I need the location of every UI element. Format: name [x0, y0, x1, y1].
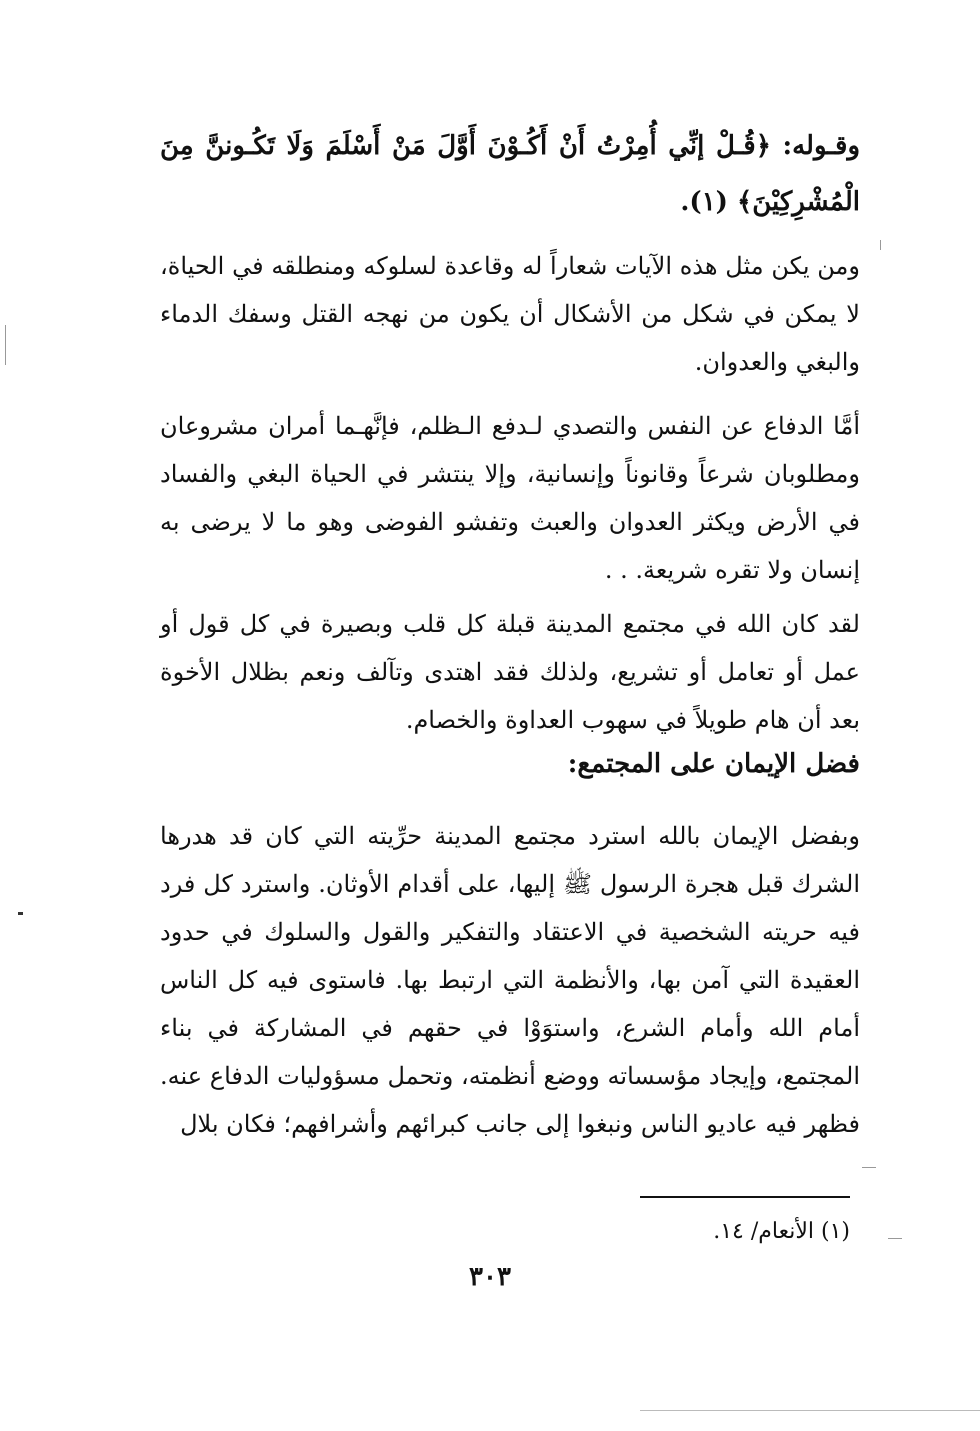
- paragraph-medina-society: لقد كان الله في مجتمع المدينة قبلة كل قلب وبصيرة في كل قول أو عمل أو تعامل أو تشريع، ولذلك فقد اهتدى وتآلف ونعم بظلال الأخوة بعد أن هام طويلاً في سهوب العداوة والخصام.: [160, 610, 860, 734]
- paragraph-conduct: ومن يكن مثل هذه الآيات شعاراً له وقاعدة لسلوكه ومنطلقه في الحياة، لا يمكن في شكل من الأشكال أن يكون من نهجه القتل وسفك الدماء والبغي والعدوان.: [160, 252, 860, 376]
- scan-artifact: [888, 1238, 902, 1239]
- paragraph-self-defense: أمَّا الدفاع عن النفس والتصدي لـدفع الـظلم، فإنَّهـما أمران مشروعان ومطلوبان شرعاً وقانوناً وإنسانية، وإلا ينتشر في الحياة البغي والفساد في الأرض ويكثر العدوان والعبث وتفشو الفوضى وهو ما لا يرضى به إنسان ولا تقره شريعة. . .: [160, 412, 860, 584]
- footnote: (١) الأنعام/ ١٤.: [713, 1219, 850, 1244]
- scan-artifact: [5, 325, 6, 365]
- scan-artifact: [880, 240, 881, 250]
- footnote-separator: [640, 1196, 850, 1198]
- paragraph-faith-virtue: وبفضل الإيمان بالله استرد مجتمع المدينة حرِّيته التي كان قد هدرها الشرك قبل هجرة الرسول ﷺ إليها، على أقدام الأوثان. واسترد كل فرد فيه حريته الشخصية في الاعتقاد والتفكير والقول والسلوك في حدود العقيدة التي آمن بها، والأنظمة التي ارتبط بها. فاستوى فيه كل الناس أمام الله وأمام الشرع، واستوَوْا في حقهم في المشاركة في بناء المجتمع، وإيجاد مؤسساته ووضع أنظمته، وتحمل مسؤوليات الدفاع عنه. فظهر فيه عاديو الناس ونبغوا إلى جانب كبرائهم وأشرافهم؛ فكان بلال: [160, 822, 860, 1138]
- scan-artifact: [18, 912, 23, 915]
- page-number: ٣٠٣: [469, 1262, 511, 1292]
- section-heading: فضل الإيمان على المجتمع:: [567, 749, 860, 779]
- quran-quote-paragraph: وقـوله: ﴿قُـلْ إنِّي أُمِرْتُ أَنْ أَكُـوْنَ أَوَّلَ مَنْ أَسْلَمَ وَلَا تَكُـوننَّ مِنَ الْمُشْرِكِيْنَ﴾ (١).: [160, 131, 860, 217]
- scan-artifact: [862, 1167, 876, 1168]
- scan-artifact: [640, 1410, 980, 1411]
